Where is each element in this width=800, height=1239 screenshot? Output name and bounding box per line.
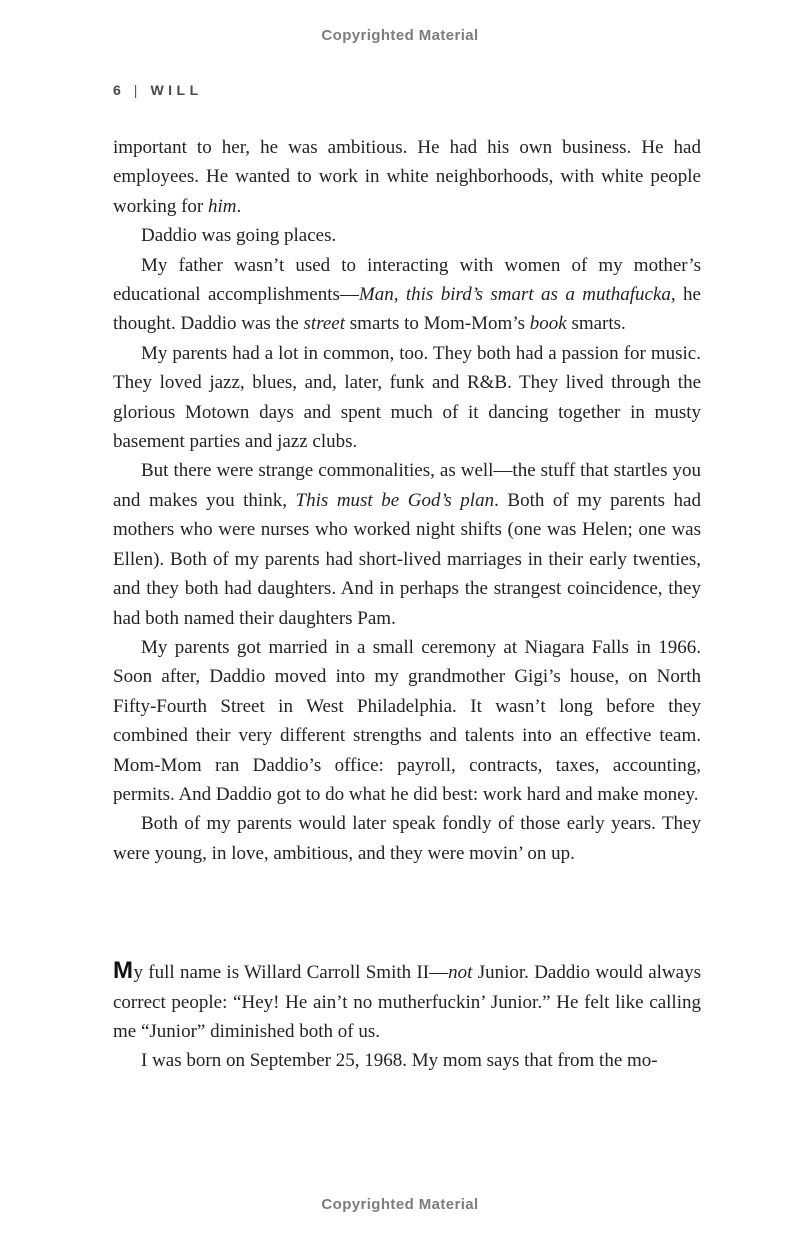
- text-segment: he thought. Daddio was the: [113, 284, 701, 335]
- paragraph: [113, 1046, 701, 1075]
- text-segment: My parents had a lot in common, too. They both had a passion for music. They loved jazz, blues, and, later, funk and R&B. They lived through the glorious Motown days and spent much of it dancing together in musty basement parties and jazz clubs.: [113, 342, 701, 453]
- text-segment: But there were strange commonalities, as well—the stuff that startles you and makes you think,: [113, 460, 701, 511]
- paragraph: [113, 456, 701, 632]
- text-segment: This must be God’s plan: [295, 489, 495, 511]
- book-title: WILL: [150, 82, 203, 98]
- text-segment: street: [303, 313, 346, 335]
- paragraph: [113, 339, 701, 457]
- text-segment: smarts.: [566, 313, 626, 335]
- text-section: [113, 133, 701, 868]
- dropcap-letter: M: [113, 957, 134, 985]
- text-segment: . Both of my parents had mothers who were nurses who worked night shifts (one was Helen; one was Ellen). Both of my parents had short-lived marriages in their early twenties, and they both had daughters. And in perhaps the strangest coincidence, they had both named their daughters Pam.: [113, 489, 701, 629]
- text-segment: him: [207, 195, 237, 217]
- text-section: [113, 956, 701, 1076]
- text-segment: Both of my parents would later speak fondly of those early years. They were young, in love, ambitious, and they were movin’ on up.: [113, 813, 701, 864]
- text-segment: My parents got married in a small ceremony at Niagara Falls in 1966. Soon after, Daddio moved into my grandmother Gigi’s house, on North Fifty-Fourth Street in West Philadelphia. It wasn’t long before they combined their very different strengths and talents into an effective team. Mom-Mom ran Daddio’s office: payroll, contracts, taxes, accounting, permits. And Daddio got to do what he did best: work hard and make money.: [113, 636, 701, 805]
- text-segment: Junior. Daddio would always correct people: “Hey! He ain’t no mutherfuckin’ Junior.” He felt like calling me “Junior” diminished both of us.: [113, 962, 701, 1042]
- text-segment: Daddio was going places.: [141, 225, 337, 247]
- header-separator: |: [133, 82, 140, 98]
- copyright-notice-bottom: Copyrighted Material: [321, 1196, 479, 1213]
- running-header: [113, 82, 800, 98]
- text-segment: not: [448, 962, 473, 984]
- paragraph: [113, 251, 701, 339]
- paragraph: [113, 809, 701, 868]
- page-number: 6: [113, 82, 123, 98]
- text-segment: book: [529, 313, 567, 335]
- text-segment: smarts to Mom-Mom’s: [345, 313, 530, 335]
- text-segment: important to her, he was ambitious. He had his own business. He had employees. He wanted to work in white neighborhoods, with white people working for: [113, 137, 701, 217]
- paragraph: [113, 221, 701, 250]
- paragraph: [113, 633, 701, 809]
- body-text: [113, 133, 701, 1076]
- text-segment: y full name is Willard Carroll Smith II—: [133, 962, 449, 984]
- text-segment: I was born on September 25, 1968. My mom says that from the mo-: [141, 1050, 658, 1072]
- paragraph: [113, 133, 701, 221]
- text-segment: .: [236, 195, 242, 217]
- copyright-notice-top: Copyrighted Material: [321, 27, 479, 44]
- paragraph: [113, 956, 701, 1046]
- text-segment: Man, this bird’s smart as a muthafucka,: [358, 284, 676, 306]
- text-segment: My father wasn’t used to interacting with women of my mother’s educational accomplishments—: [113, 254, 701, 306]
